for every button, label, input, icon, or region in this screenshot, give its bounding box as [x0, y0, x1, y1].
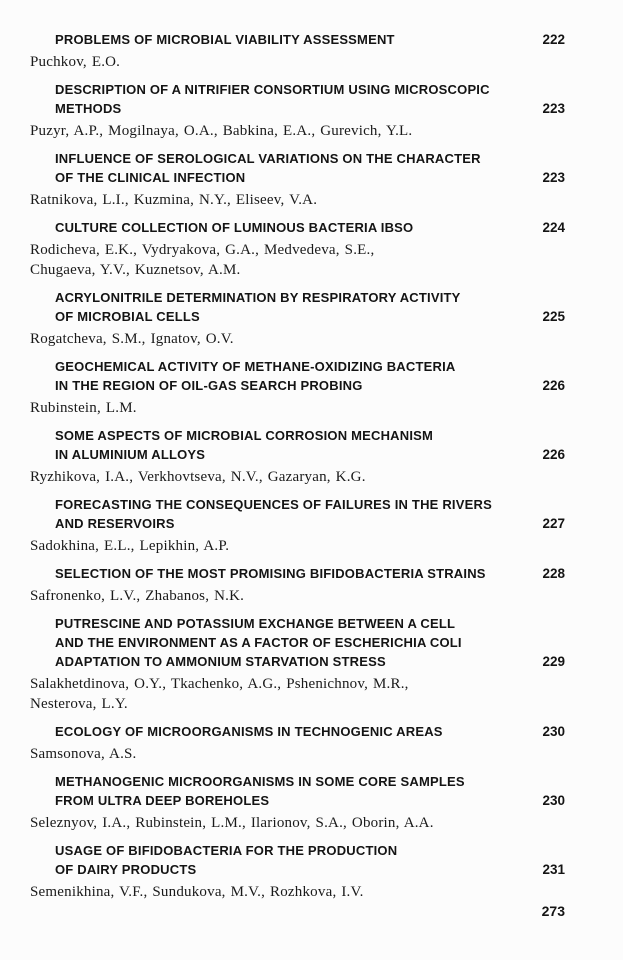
entry-authors	[30, 674, 565, 714]
entry-title	[30, 426, 433, 464]
entry-authors-line: Salakhetdinova, O.Y., Tkachenko, A.G., Pshenichnov, M.R.,	[30, 676, 409, 692]
toc-entry	[30, 495, 565, 556]
entry-page-number: 225	[542, 309, 565, 324]
toc-entry	[30, 841, 565, 902]
toc-entry	[30, 218, 565, 280]
entry-title-line: DESCRIPTION OF A NITRIFIER CONSORTIUM USING MICROSCOPIC	[55, 82, 490, 97]
entry-title-line: AND THE ENVIRONMENT AS A FACTOR OF ESCHERICHIA COLI	[55, 635, 462, 650]
entry-authors-line: Samsonova, A.S.	[30, 746, 137, 762]
toc-entry	[30, 772, 565, 833]
entry-title-line: INFLUENCE OF SEROLOGICAL VARIATIONS ON THE CHARACTER	[55, 151, 481, 166]
entry-authors	[30, 813, 565, 833]
entry-title	[30, 564, 486, 583]
entry-authors-line: Puchkov, E.O.	[30, 54, 121, 70]
entry-title-line: ECOLOGY OF MICROORGANISMS IN TECHNOGENIC AREAS	[55, 724, 443, 739]
entry-title	[30, 614, 462, 671]
entry-page-number: 223	[542, 101, 565, 116]
entry-head	[30, 564, 565, 583]
entry-authors-line: Chugaeva, Y.V., Kuznetsov, A.M.	[30, 262, 241, 278]
entry-title-line: IN THE REGION OF OIL-GAS SEARCH PROBING	[55, 378, 363, 393]
entry-title	[30, 80, 490, 118]
entry-title-line: ADAPTATION TO AMMONIUM STARVATION STRESS	[55, 654, 386, 669]
entry-authors-line: Puzyr, A.P., Mogilnaya, O.A., Babkina, E.A., Gurevich, Y.L.	[30, 123, 413, 139]
entry-head	[30, 614, 565, 671]
entry-page-number: 226	[542, 447, 565, 462]
entry-authors-line: Rodicheva, E.K., Vydryakova, G.A., Medvedeva, S.E.,	[30, 242, 375, 258]
entry-page-number: 230	[542, 724, 565, 739]
entry-title-line: PUTRESCINE AND POTASSIUM EXCHANGE BETWEEN A CELL	[55, 616, 456, 631]
entry-title-line: CULTURE COLLECTION OF LUMINOUS BACTERIA IBSO	[55, 220, 414, 235]
entry-head	[30, 30, 565, 49]
entry-head	[30, 149, 565, 187]
entry-authors	[30, 190, 565, 210]
entry-title-line: OF THE CLINICAL INFECTION	[55, 170, 246, 185]
toc-entry	[30, 564, 565, 606]
entry-authors-line: Sadokhina, E.L., Lepikhin, A.P.	[30, 538, 230, 554]
entry-authors-line: Ryzhikova, I.A., Verkhovtseva, N.V., Gazaryan, K.G.	[30, 469, 366, 485]
entry-head	[30, 426, 565, 464]
entry-page-number: 229	[542, 654, 565, 669]
entry-title	[30, 30, 395, 49]
entry-page-number: 223	[542, 170, 565, 185]
entry-title-line: FROM ULTRA DEEP BOREHOLES	[55, 793, 270, 808]
entry-authors-line: Safronenko, L.V., Zhabanos, N.K.	[30, 588, 245, 604]
entry-head	[30, 772, 565, 810]
entry-head	[30, 495, 565, 533]
entry-title	[30, 149, 481, 187]
entry-page-number: 228	[542, 566, 565, 581]
entry-title-line: PROBLEMS OF MICROBIAL VIABILITY ASSESSMENT	[55, 32, 395, 47]
entry-title	[30, 357, 456, 395]
entry-authors-line: Ratnikova, L.I., Kuzmina, N.Y., Eliseev, V.A.	[30, 192, 318, 208]
entry-title	[30, 841, 397, 879]
entry-head	[30, 357, 565, 395]
toc-entry	[30, 614, 565, 714]
entry-authors	[30, 586, 565, 606]
entry-title-line: FORECASTING THE CONSEQUENCES OF FAILURES IN THE RIVERS	[55, 497, 492, 512]
entry-authors	[30, 467, 565, 487]
entry-authors	[30, 52, 565, 72]
toc-entry	[30, 357, 565, 418]
entry-head	[30, 80, 565, 118]
entry-authors-line: Rogatcheva, S.M., Ignatov, O.V.	[30, 331, 234, 347]
entry-page-number: 224	[542, 220, 565, 235]
entry-title-line: SOME ASPECTS OF MICROBIAL CORROSION MECHANISM	[55, 428, 434, 443]
toc-entry	[30, 722, 565, 764]
entry-authors	[30, 536, 565, 556]
entry-authors-line: Seleznyov, I.A., Rubinstein, L.M., Ilarionov, S.A., Oborin, A.A.	[30, 815, 434, 831]
entry-title-line: SELECTION OF THE MOST PROMISING BIFIDOBACTERIA STRAINS	[55, 566, 486, 581]
entry-title-line: OF MICROBIAL CELLS	[55, 309, 200, 324]
entry-authors	[30, 398, 565, 418]
entry-page-number: 226	[542, 378, 565, 393]
entry-authors-line: Nesterova, L.Y.	[30, 696, 128, 712]
entry-authors-line: Rubinstein, L.M.	[30, 400, 137, 416]
toc-entry	[30, 426, 565, 487]
toc-entry	[30, 30, 565, 72]
entry-title-line: IN ALUMINIUM ALLOYS	[55, 447, 206, 462]
toc-entry	[30, 288, 565, 349]
entry-title-line: GEOCHEMICAL ACTIVITY OF METHANE-OXIDIZING BACTERIA	[55, 359, 456, 374]
entry-authors	[30, 882, 565, 902]
entry-title-line: AND RESERVOIRS	[55, 516, 175, 531]
entry-authors-line: Semenikhina, V.F., Sundukova, M.V., Rozhkova, I.V.	[30, 884, 364, 900]
entry-title-line: METHODS	[55, 101, 122, 116]
entry-head	[30, 288, 565, 326]
entry-authors	[30, 121, 565, 141]
entry-title-line: METHANOGENIC MICROORGANISMS IN SOME CORE SAMPLES	[55, 774, 465, 789]
entry-authors	[30, 329, 565, 349]
entry-title	[30, 218, 413, 237]
entry-page-number: 231	[542, 862, 565, 877]
entry-title-line: OF DAIRY PRODUCTS	[55, 862, 197, 877]
entry-head	[30, 841, 565, 879]
entry-page-number: 227	[542, 516, 565, 531]
toc-entry	[30, 149, 565, 210]
folio-page-number: 273	[541, 903, 565, 919]
entry-authors	[30, 744, 565, 764]
entry-title	[30, 772, 465, 810]
entry-authors	[30, 240, 565, 280]
entry-title	[30, 288, 461, 326]
entry-page-number: 230	[542, 793, 565, 808]
entry-title	[30, 495, 492, 533]
toc-list	[30, 30, 565, 902]
toc-entry	[30, 80, 565, 141]
entry-head	[30, 218, 565, 237]
entry-head	[30, 722, 565, 741]
entry-title	[30, 722, 443, 741]
entry-page-number: 222	[542, 32, 565, 47]
entry-title-line: ACRYLONITRILE DETERMINATION BY RESPIRATORY ACTIVITY	[55, 290, 461, 305]
entry-title-line: USAGE OF BIFIDOBACTERIA FOR THE PRODUCTION	[55, 843, 398, 858]
